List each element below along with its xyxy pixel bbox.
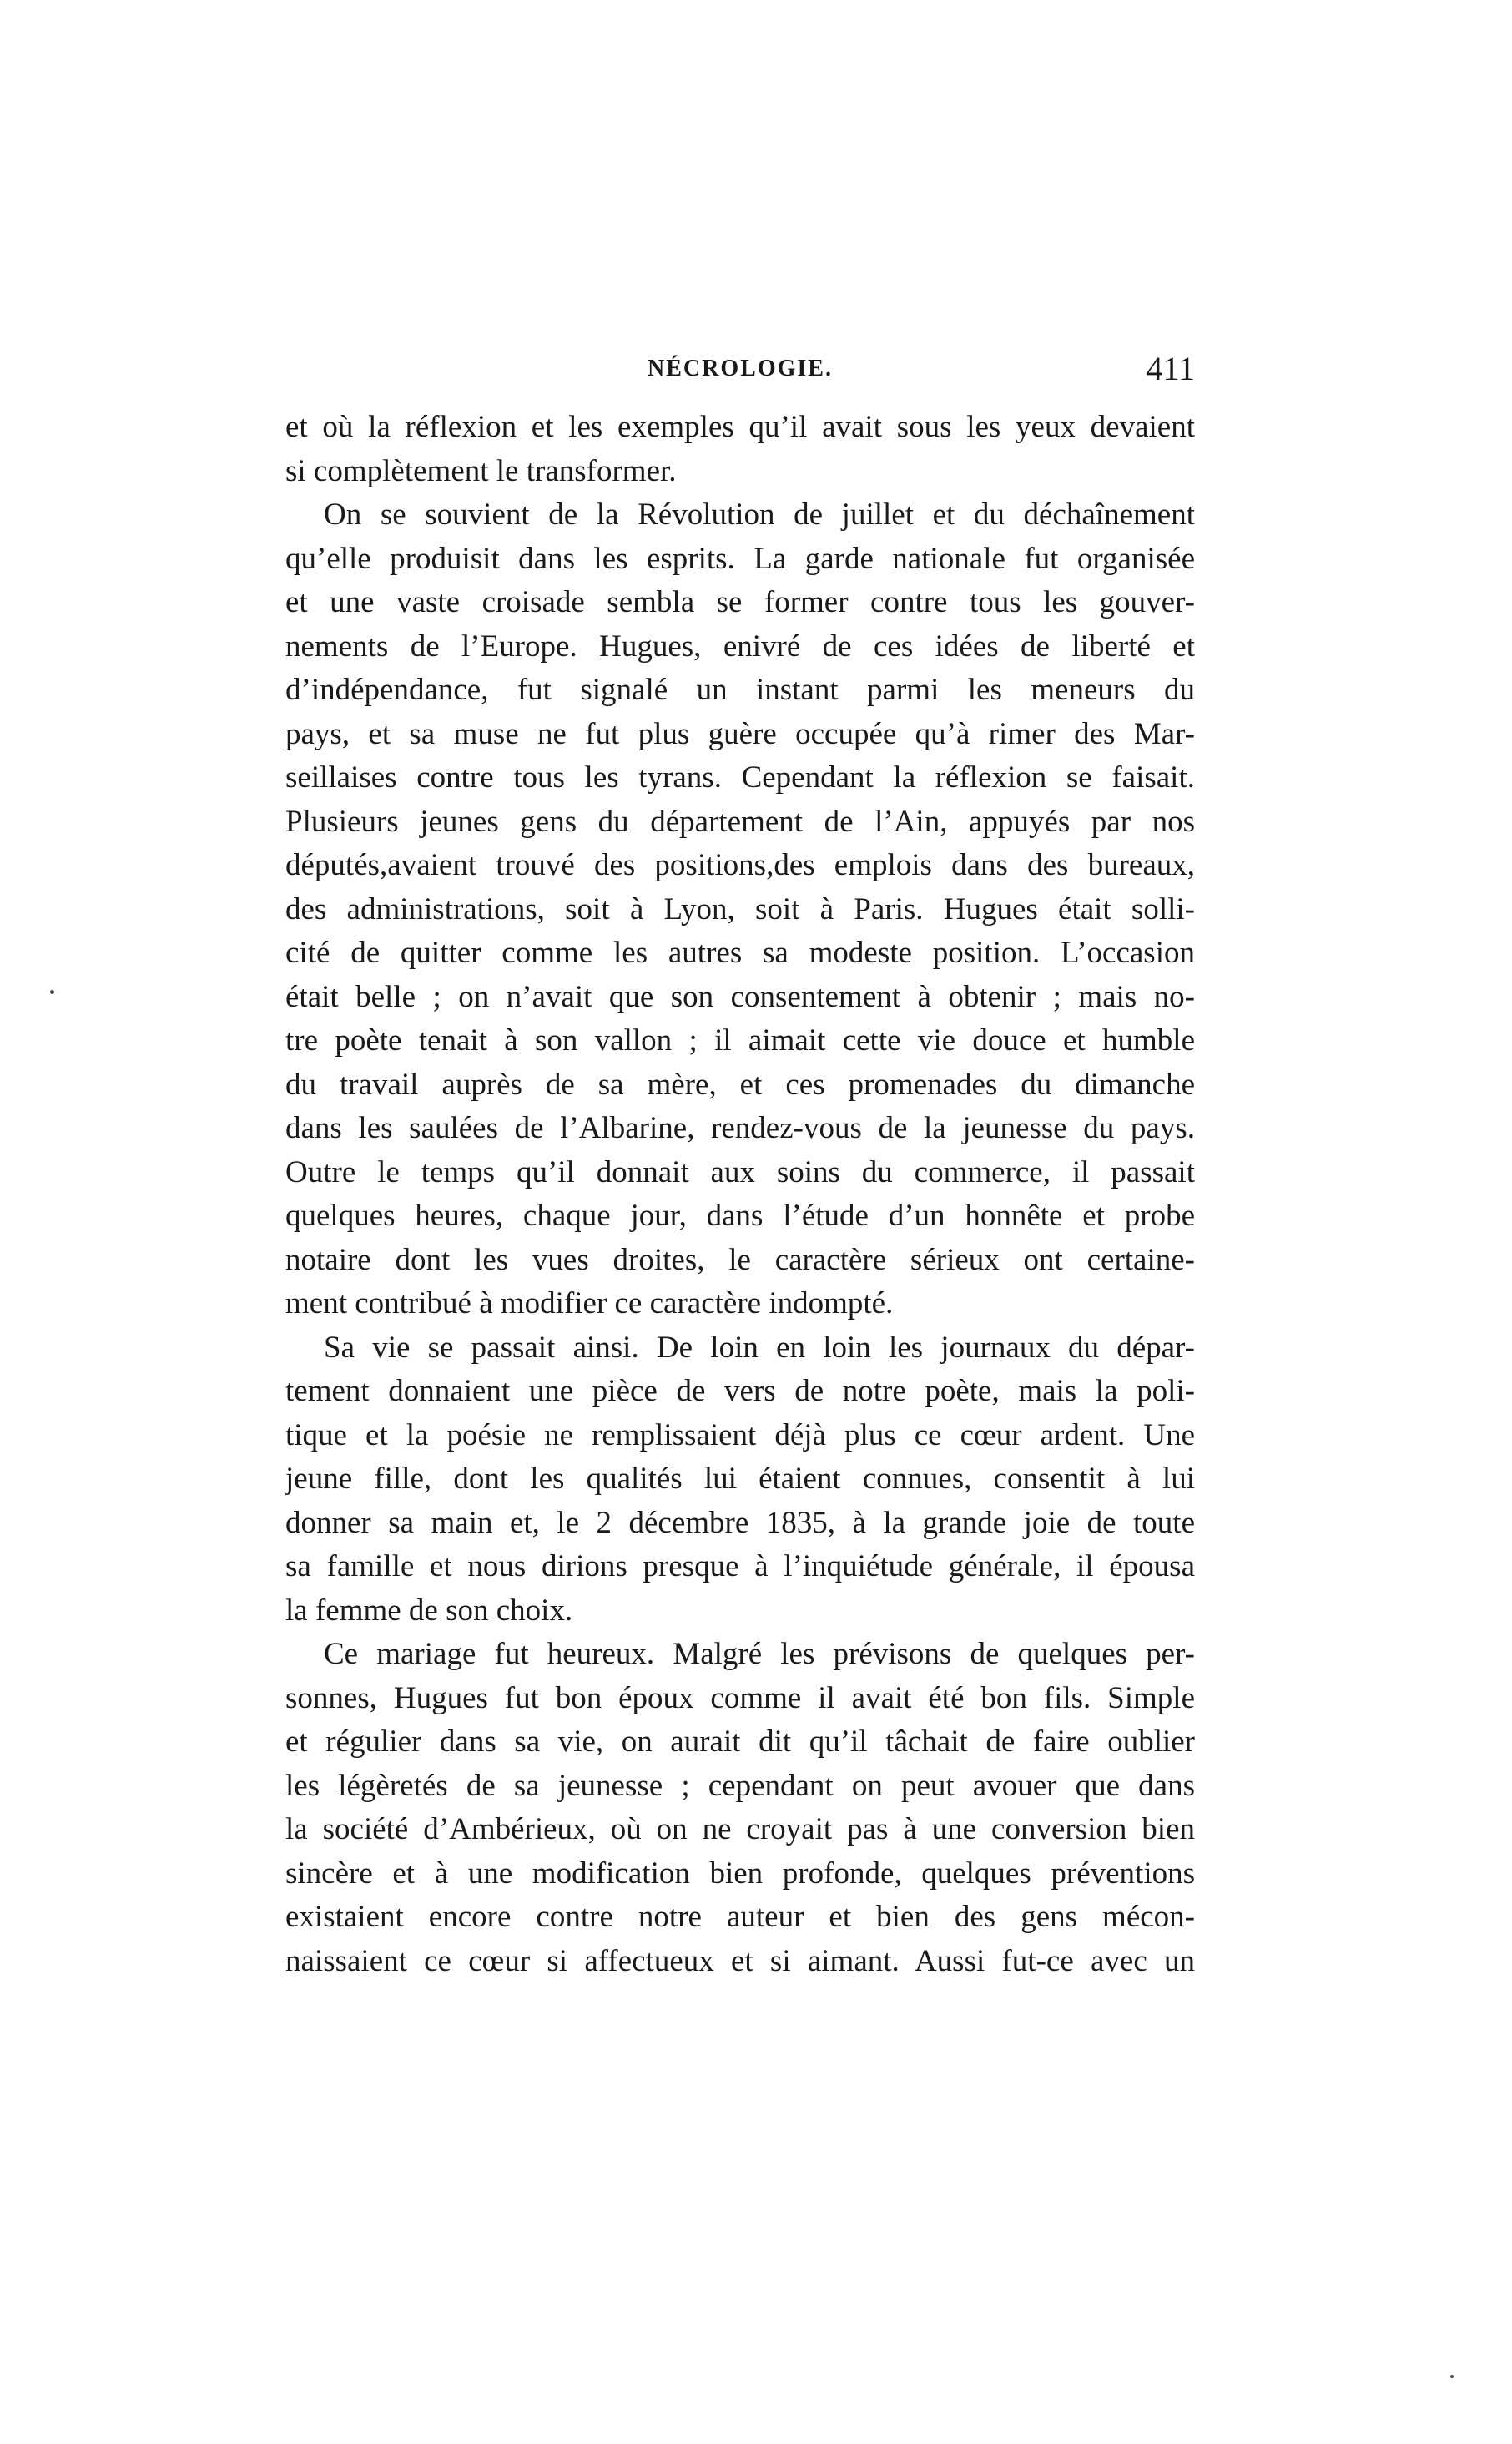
text-line: si complètement le transformer.: [285, 453, 677, 488]
body-text: [285, 406, 1195, 1983]
text-line: pays, et sa muse ne fut plus guère occupée qu’à rimer des Mar-: [285, 716, 1195, 751]
text-line: naissaient ce cœur si affectueux et si aimant. Aussi fut-ce avec un: [285, 1943, 1195, 1978]
text-line: Sa vie se passait ainsi. De loin en loin les journaux du dépar-: [324, 1330, 1195, 1365]
text-line: sa famille et nous dirions presque à l’inquiétude générale, il épousa: [285, 1549, 1195, 1583]
text-line: sincère et à une modification bien profonde, quelques préventions: [285, 1856, 1195, 1891]
text-line: tement donnaient une pièce de vers de notre poète, mais la poli-: [285, 1374, 1195, 1408]
text-line: jeune fille, dont les qualités lui étaient connues, consentit à lui: [285, 1462, 1195, 1496]
text-line: On se souvient de la Révolution de juillet et du déchaînement: [324, 497, 1195, 532]
paper-speck: [50, 990, 54, 994]
text-line: dans les saulées de l’Albarine, rendez-vous de la jeunesse du pays.: [285, 1111, 1195, 1145]
text-line: quelques heures, chaque jour, dans l’étude d’un honnête et probe: [285, 1199, 1195, 1233]
text-line: cité de quitter comme les autres sa modeste position. L’occasion: [285, 936, 1195, 970]
text-line: d’indépendance, fut signalé un instant parmi les meneurs du: [285, 673, 1195, 707]
text-line: ment contribué à modifier ce caractère indompté.: [285, 1286, 894, 1320]
text-line: députés,avaient trouvé des positions,des emplois dans des bureaux,: [285, 848, 1195, 882]
text-line: les légèretés de sa jeunesse ; cependant on peut avouer que dans: [285, 1768, 1195, 1803]
text-line: la femme de son choix.: [285, 1593, 573, 1628]
text-line: nements de l’Europe. Hugues, enivré de ces idées de liberté et: [285, 629, 1195, 664]
text-line: et une vaste croisade sembla se former contre tous les gouver-: [285, 585, 1195, 619]
text-line: donner sa main et, le 2 décembre 1835, à la grande joie de toute: [285, 1505, 1195, 1540]
text-line: Outre le temps qu’il donnait aux soins du commerce, il passait: [285, 1154, 1195, 1189]
text-line: des administrations, soit à Lyon, soit à Paris. Hugues était solli-: [285, 891, 1195, 927]
text-line: qu’elle produisit dans les esprits. La garde nationale fut organisée: [285, 541, 1195, 576]
text-line: seillaises contre tous les tyrans. Cependant la réflexion se faisait.: [285, 760, 1195, 795]
running-title: NÉCROLOGIE.: [648, 356, 833, 381]
paper-speck: [1450, 2375, 1454, 2378]
text-line: Plusieurs jeunes gens du département de l’Ain, appuyés par nos: [285, 804, 1195, 839]
text-line: existaient encore contre notre auteur et bien des gens mécon-: [285, 1900, 1195, 1934]
text-line: notaire dont les vues droites, le caractère sérieux ont certaine-: [285, 1242, 1195, 1277]
text-line: tique et la poésie ne remplissaient déjà plus ce cœur ardent. Une: [285, 1417, 1195, 1452]
text-line: tre poète tenait à son vallon ; il aimait cette vie douce et humble: [285, 1023, 1195, 1058]
text-line: était belle ; on n’avait que son consentement à obtenir ; mais no-: [285, 979, 1195, 1014]
page-number: 411: [1146, 350, 1195, 387]
text-line: du travail auprès de sa mère, et ces promenades du dimanche: [285, 1067, 1195, 1102]
text-line: et où la réflexion et les exemples qu’il avait sous les yeux devaient: [285, 410, 1195, 444]
text-line: et régulier dans sa vie, on aurait dit qu’il tâchait de faire oublier: [285, 1724, 1195, 1759]
text-line: sonnes, Hugues fut bon époux comme il avait été bon fils. Simple: [285, 1680, 1195, 1715]
running-head: [285, 349, 1195, 399]
text-line: la société d’Ambérieux, où on ne croyait pas à une conversion bien: [285, 1812, 1195, 1846]
text-line: Ce mariage fut heureux. Malgré les prévisons de quelques per-: [324, 1637, 1195, 1671]
